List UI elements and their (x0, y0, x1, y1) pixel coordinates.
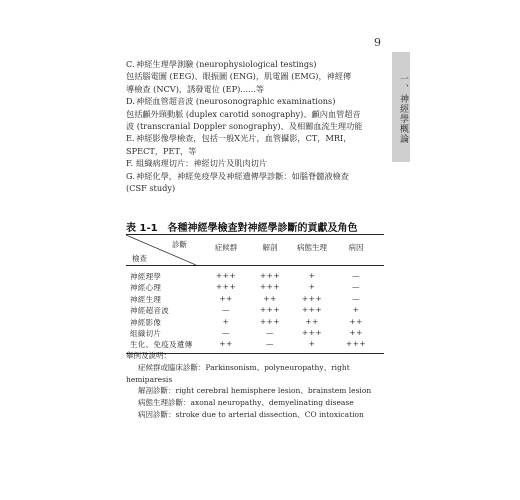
note-line: 病因診斷：stroke due to arterial dissection、CO intoxication (138, 409, 364, 419)
table-body (126, 266, 384, 354)
row-label: 神經影像 (130, 317, 162, 327)
table-cell: ++ (219, 339, 233, 349)
list-item-line: 導檢查 (NCV)，誘發電位 (EP)......等 (126, 83, 265, 94)
table-cell: — (266, 339, 274, 349)
table-cell: ++ (349, 327, 363, 337)
table-cell: +++ (259, 271, 281, 280)
notes-section (126, 350, 386, 421)
table-cell: + (308, 339, 316, 349)
list-item-text: 神經化學，神經免疫學及神經遺傳學診斷：如腦脊髓液檢查 (136, 170, 349, 181)
table-cell: +++ (301, 293, 323, 303)
list-item-label: E. (126, 133, 135, 144)
table-cell: +++ (259, 305, 281, 315)
table-cell: + (222, 316, 230, 326)
table-cell: +++ (215, 271, 237, 280)
list-item-line (126, 157, 391, 169)
list-item-label: G. (126, 170, 135, 181)
table-row (126, 338, 384, 349)
table-row (126, 304, 384, 315)
list-item-line (126, 95, 391, 107)
list-item-line: (CSF study) (126, 183, 176, 194)
list-item-line (126, 132, 391, 144)
table-row (126, 281, 384, 292)
table-row (126, 316, 384, 327)
header-diagnosis-label: 診斷 (172, 240, 187, 249)
notes-heading: 舉例及說明： (126, 351, 171, 360)
table-cell: — (352, 282, 360, 292)
table-cell: +++ (301, 305, 323, 315)
list-item-label: C. (126, 59, 135, 69)
column-header: 病態生理 (297, 243, 327, 252)
contribution-table (126, 234, 384, 354)
note-line: hemiparesis (126, 374, 173, 384)
list-item-text: 神經影像學檢查，包括一般X光片，血管攝影，CT，MRI， (136, 133, 352, 144)
table-cell: ++ (305, 316, 319, 326)
table-cell: +++ (215, 282, 237, 292)
chapter-side-tab: 一、神經學概論 (392, 52, 410, 162)
table-row (126, 293, 384, 304)
table-cell: — (266, 327, 274, 337)
list-item-label: D. (126, 96, 135, 107)
page-number: 9 (374, 36, 381, 49)
note-line: 病態生理診斷：axonal neuropathy、demyelinating disease (138, 398, 354, 408)
list-item-text: 神經血管超音波 (neurosonographic examinations) (136, 96, 336, 107)
table-header (126, 235, 384, 266)
table-cell: + (352, 305, 360, 315)
table-cell: ++ (219, 293, 233, 303)
table-cell: +++ (259, 282, 281, 292)
table-cell: — (352, 271, 360, 280)
row-label: 組織切片 (130, 328, 162, 338)
table-cell: — (352, 293, 360, 303)
list-item-line: 波 (transcranial Doppler sonography)、及相關血流生理功能 (126, 121, 363, 132)
column-header: 症候群 (214, 243, 238, 252)
row-label: 神經心理 (130, 283, 162, 293)
row-label: 神經生理 (130, 294, 162, 304)
row-label: 生化、免疫及遺傳 (130, 340, 193, 350)
row-label: 神經理學 (130, 272, 162, 281)
table-cell: + (308, 282, 316, 292)
table-row (126, 327, 384, 338)
list-item-text: 組織病理切片：神經切片及肌肉切片 (136, 158, 268, 169)
list-item-line (126, 58, 391, 70)
table-cell: +++ (345, 339, 367, 349)
column-header: 病因 (348, 243, 364, 252)
list-item-text: 神經生理學測驗 (neurophysiological testings) (136, 59, 317, 69)
table-cell: ++ (263, 293, 277, 303)
header-exam-label: 檢查 (132, 254, 147, 263)
list-item-label: F. (126, 158, 134, 169)
note-line: 解剖診斷：right cerebral hemisphere lesion、brainstem lesion (138, 386, 372, 396)
table-cell: +++ (301, 327, 323, 337)
row-label: 神經超音波 (130, 306, 169, 316)
list-item-line: SPECT，PET，等 (126, 145, 197, 156)
table-row (126, 270, 384, 281)
table-cell: — (222, 327, 230, 337)
list-item-line (126, 170, 391, 182)
table-cell: +++ (259, 316, 281, 326)
column-header: 解剖 (262, 243, 278, 252)
table-cell: + (308, 271, 316, 280)
list-item-line: 包括顱外頸動脈 (duplex carotid sonography)、顱內血管超音 (126, 108, 361, 119)
table-cell: ++ (349, 316, 363, 326)
examination-list (126, 58, 391, 194)
list-item-line: 包括腦電圖 (EEG)、眼振圖 (ENG)，肌電圖 (EMG)，神經傳 (126, 71, 352, 82)
table-cell: — (222, 305, 230, 315)
table-title: 表 1-1 各種神經學檢查對神經學診斷的貢獻及角色 (126, 223, 358, 234)
note-line: 症候群或臨床診斷：Parkinsonism、polyneuropathy、right (138, 362, 350, 372)
